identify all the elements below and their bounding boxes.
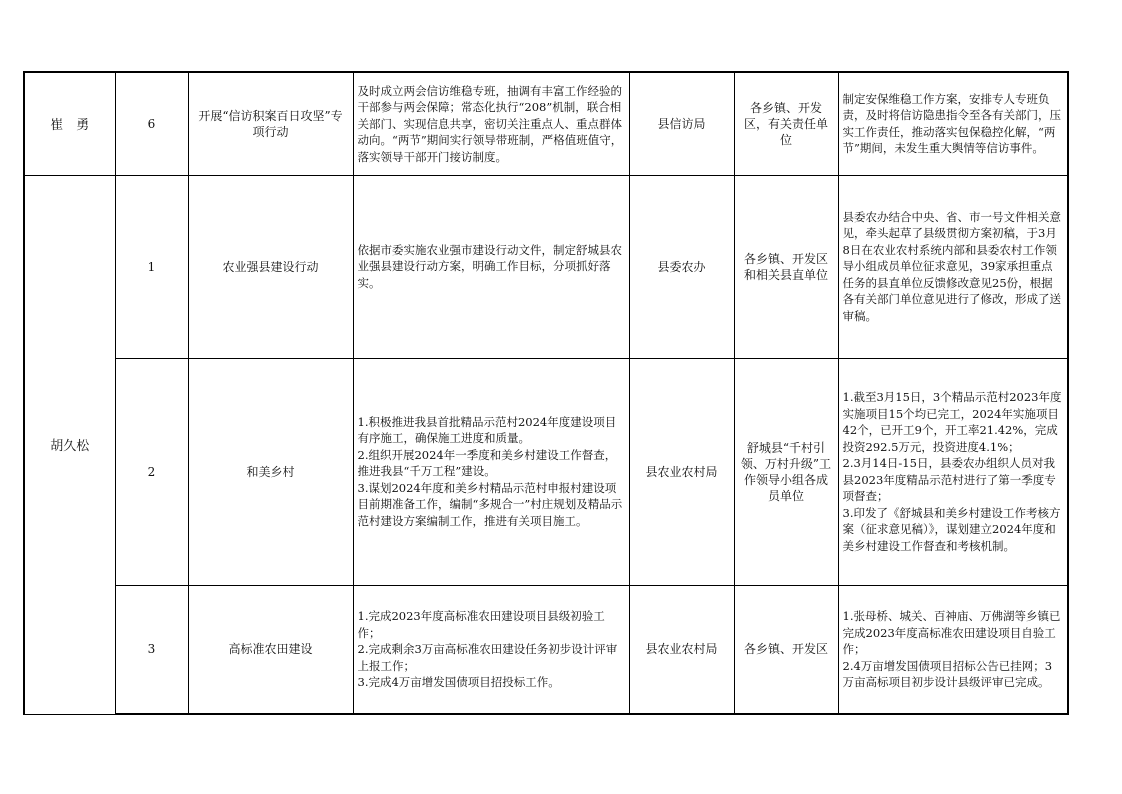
- measure-item: 2.完成剩余3万亩高标准农田建设任务初步设计评审上报工作；: [357, 642, 618, 673]
- measure-text: 及时成立两会信访维稳专班，抽调有丰富工作经验的干部参与两会保障；常态化执行“208”机制，联合相关部门、实现信息共享，密切关注重点人、重点群体动向。“两节”期间实行领导带班制，严格值班值守，落实领导干部开门接访制度。: [357, 83, 623, 164]
- lead-unit: 县农业农村局: [629, 358, 734, 585]
- progress-item: 1.张母桥、城关、百神庙、万佛湖等乡镇已完成2023年度高标准农田建设项目自验工作；: [842, 609, 1061, 656]
- measure-text: 依据市委实施农业强市建设行动文件，制定舒城县农业强县建设行动方案，明确工作目标，分项抓好落实。: [357, 242, 622, 290]
- progress-item: 2.4万亩增发国债项目招标公告已挂网；3万亩高标项目初步设计县级评审已完成。: [842, 658, 1053, 689]
- measures-cell: [353, 72, 629, 175]
- measures-cell: [353, 175, 629, 358]
- lead-unit: 县农业农村局: [629, 585, 734, 714]
- table-row: [24, 585, 1068, 714]
- progress-item: 1.截至3月15日，3个精品示范村2023年度实施项目15个均已完工，2024年实施项目42个，已开工9个，开工率21.42%，完成投资292.5万元，投资进度4.1%；: [842, 390, 1062, 454]
- project-name: 和美乡村: [188, 358, 353, 585]
- measures-cell: [353, 585, 629, 714]
- table-row: [24, 358, 1068, 585]
- item-number: 2: [115, 358, 188, 585]
- measure-item: 2.组织开展2024年一季度和美乡村建设工作督查，推进我县“千万工程”建设。: [357, 447, 617, 479]
- lead-unit: 县委农办: [629, 175, 734, 358]
- table-row: [24, 72, 1068, 175]
- project-name: 开展“信访积案百日攻坚”专项行动: [188, 72, 353, 175]
- progress-item: 2.3月14日-15日，县委农办组织人员对我县2023年度精品示范村进行了第一季度专项督查；: [842, 456, 1056, 503]
- item-number: 3: [115, 585, 188, 714]
- responsible-units: 各乡镇、开发区和相关县直单位: [734, 175, 838, 358]
- progress-cell: [838, 72, 1068, 175]
- person-name: 胡久松: [24, 175, 115, 714]
- measure-item: 1.完成2023年度高标准农田建设项目县级初验工作；: [357, 609, 605, 640]
- progress-cell: [838, 175, 1068, 358]
- item-number: 6: [115, 72, 188, 175]
- progress-cell: [838, 358, 1068, 585]
- item-number: 1: [115, 175, 188, 358]
- measure-item: 3.完成4万亩增发国债项目招投标工作。: [357, 675, 560, 689]
- project-name: 高标准农田建设: [188, 585, 353, 714]
- lead-unit: 县信访局: [629, 72, 734, 175]
- measure-item: 1.积极推进我县首批精品示范村2024年度建设项目有序施工，确保施工进度和质量。: [357, 414, 617, 446]
- progress-text: 制定安保维稳工作方案，安排专人专班负责，及时将信访隐患指令至各有关部门，压实工作责任，推动落实包保稳控化解，“两节”期间，未发生重大舆情等信访事件。: [842, 91, 1061, 156]
- responsible-units: 各乡镇、开发区: [734, 585, 838, 714]
- table-row: [24, 175, 1068, 358]
- task-progress-table: [23, 71, 1069, 715]
- progress-item: 3.印发了《舒城县和美乡村建设工作考核方案（征求意见稿）》，谋划建立2024年度和美乡村建设工作督查和考核机制。: [842, 505, 1061, 553]
- responsible-units: 舒城县“千村引领、万村升级”工作领导小组各成员单位: [734, 358, 838, 585]
- measure-item: 3.谋划2024年度和美乡村精品示范村申报村建设项目前期准备工作，编制“多规合一”村庄规划及精品示范村建设方案编制工作，推进有关项目施工。: [357, 480, 623, 528]
- measures-cell: [353, 358, 629, 585]
- project-name: 农业强县建设行动: [188, 175, 353, 358]
- responsible-units: 各乡镇、开发区，有关责任单位: [734, 72, 838, 175]
- progress-text: 县委农办结合中央、省、市一号文件相关意见，牵头起草了县级贯彻方案初稿，于3月8日在农业农村系统内部和县委农村工作领导小组成员单位征求意见，39家承担重点任务的县直单位反馈修改意见25份，根据各有关部门单位意见进行了修改，形成了送审稿。: [842, 209, 1061, 323]
- person-name: 崔 勇: [24, 72, 115, 175]
- progress-cell: [838, 585, 1068, 714]
